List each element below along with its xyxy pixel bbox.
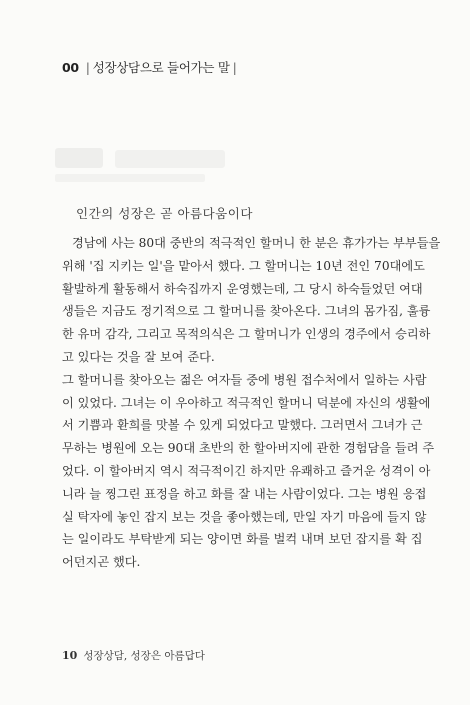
body-line: 었다. 이 할아버지 역시 적극적이긴 하지만 유쾌하고 즐거운 성격이 아	[62, 463, 431, 478]
bleed-through-ghost	[55, 148, 225, 186]
body-line: 한 유머 감각, 그리고 목적의식은 그 할머니가 인생의 경주에서 승리하	[62, 327, 431, 342]
header-separator: |	[85, 60, 90, 75]
body-line: 는 일이라도 부탁받게 되는 양이면 화를 벌컥 내며 보던 잡지를 확 집	[62, 532, 423, 547]
body-line: 니라 늘 찡그린 표정을 하고 화를 잘 내는 사람이었다. 그는 병원 응접	[62, 486, 427, 501]
chapter-header	[62, 58, 240, 76]
body-line: 실 탁자에 놓인 잡지 보는 것을 좋아했는데, 만일 자기 마음에 들지 않	[62, 509, 427, 524]
page-number: 10	[62, 649, 78, 662]
chapter-title: 성장상담으로 들어가는 말	[92, 60, 230, 75]
chapter-number: 00	[62, 60, 79, 75]
body-line: 이 있었다. 그녀는 이 우아하고 적극적인 할머니 덕분에 자신의 생활에	[62, 395, 431, 410]
body-line: 서 기쁨과 환희를 맛볼 수 있게 되었다고 말했다. 그러면서 그녀가 근	[62, 418, 423, 433]
body-text	[62, 232, 441, 574]
running-title: 성장상담, 성장은 아름답다	[83, 650, 205, 662]
body-line: 고 있다는 것을 잘 보여 준다.	[62, 349, 215, 364]
body-line: 위해 '집 지키는 일'을 맡아서 했다. 그 할머니는 10년 전인 70대에도	[62, 258, 425, 273]
body-line: 경남에 사는 80대 중반의 적극적인 할머니 한 분은 휴가가는 부부들을	[72, 236, 441, 250]
body-line: 그 할머니를 찾아오는 젊은 여자들 중에 병원 접수처에서 일하는 사람	[62, 372, 427, 387]
page-footer	[62, 648, 205, 663]
section-heading: 인간의 성장은 곧 아름다움이다	[76, 206, 253, 221]
body-line: 생들은 지금도 정기적으로 그 할머니를 찾아온다. 그녀의 몸가짐, 훌륭	[62, 304, 431, 319]
header-end-mark: |	[232, 60, 237, 75]
ghost-block	[55, 148, 103, 168]
body-line: 어던지곤 했다.	[62, 555, 141, 570]
ghost-block	[115, 150, 225, 168]
body-line: 무하는 병원에 오는 90대 초반의 한 할아버지에 관한 경험담을 들려 주	[62, 441, 435, 456]
ghost-block	[55, 174, 205, 182]
body-line: 활발하게 활동해서 하숙집까지 운영했는데, 그 당시 하숙들었던 여대	[62, 281, 423, 296]
